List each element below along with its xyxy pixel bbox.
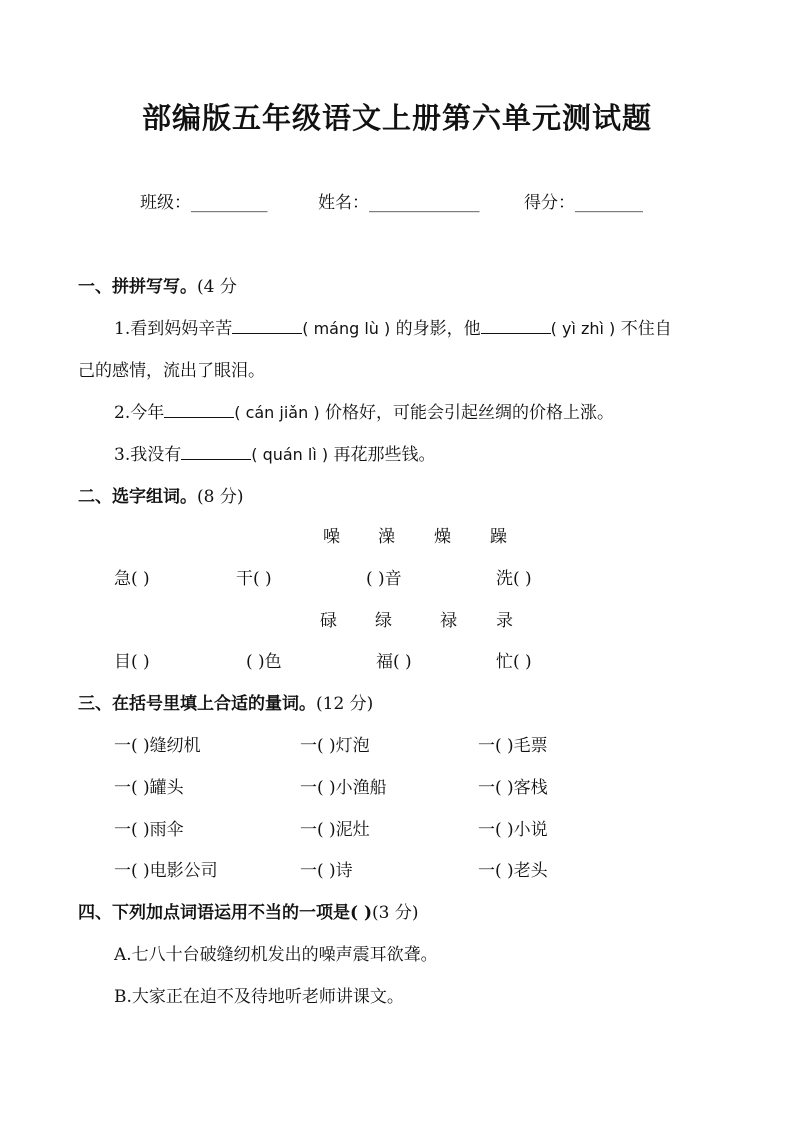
char-option: 燥 [434,527,451,547]
measure-word-blank[interactable]: 一( )客栈 [478,778,548,798]
word-blank[interactable]: 福( ) [376,652,412,672]
word-blank[interactable]: 忙( ) [496,652,532,672]
word-blank[interactable]: ( )音 [366,569,402,589]
section-4-heading [78,898,419,923]
q3-prefix: 3.我没有 [114,445,182,465]
answer-blank[interactable] [164,400,234,418]
answer-blank[interactable] [232,316,302,334]
class-field[interactable]: 班级：_________ [140,193,268,213]
measure-word-blank[interactable]: 一( )小渔船 [300,778,387,798]
pinyin-hint: ( quán lì ) [251,445,329,464]
word-blank[interactable]: 急( ) [114,569,150,589]
q1-prefix: 1.看到妈妈辛苦 [114,319,233,339]
score-field[interactable]: 得分：________ [524,193,643,213]
section-1-points: (4 分 [197,277,237,297]
word-blank[interactable]: ( )色 [246,652,282,672]
section-3-heading [78,689,373,714]
word-blank[interactable]: 目( ) [114,652,150,672]
pinyin-hint: ( cán jiǎn ) [234,403,320,422]
name-field[interactable]: 姓名：_____________ [318,193,480,213]
option-a[interactable]: A.七八十台破缝纫机发出的噪声震耳欲聋。 [114,945,438,965]
measure-word-blank[interactable]: 一( )老头 [478,861,548,881]
word-blank[interactable]: 干( ) [236,569,272,589]
page-title: 部编版五年级语文上册第六单元测试题 [141,101,652,135]
section-1-heading [78,272,237,297]
section-3-points: (12 分) [316,694,374,714]
section-2-heading [78,482,243,507]
pinyin-hint: ( máng lù ) [302,319,391,338]
measure-word-blank[interactable]: 一( )罐头 [114,778,184,798]
answer-blank[interactable] [481,316,551,334]
measure-word-blank[interactable]: 一( )诗 [300,861,353,881]
char-option: 澡 [378,527,395,547]
q1-middle: 的身影，他 [395,319,481,339]
question-1-line-1 [114,314,672,339]
option-b[interactable]: B.大家正在迫不及待地听老师讲课文。 [114,987,404,1007]
section-1-title: 一、拼拼写写。 [78,277,197,297]
q2-prefix: 2.今年 [114,403,165,423]
question-3 [114,440,436,465]
measure-word-blank[interactable]: 一( )灯泡 [300,736,370,756]
char-option: 噪 [323,527,340,547]
section-3-title: 三、在括号里填上合适的量词。 [78,694,316,714]
char-option: 碌 [320,611,337,631]
answer-blank[interactable] [181,442,251,460]
char-option: 录 [496,611,513,631]
measure-word-blank[interactable]: 一( )泥灶 [300,820,370,840]
q1-suffix: 不住自 [620,319,672,339]
question-2 [114,398,614,423]
section-4-title: 四、下列加点词语运用不当的一项是( ) [78,903,373,923]
measure-word-blank[interactable]: 一( )电影公司 [114,861,218,881]
q3-suffix: 再花那些钱。 [333,445,436,465]
measure-word-blank[interactable]: 一( )雨伞 [114,820,184,840]
section-2-points: (8 分) [197,487,244,507]
measure-word-blank[interactable]: 一( )毛票 [478,736,548,756]
char-option: 躁 [490,527,507,547]
word-blank[interactable]: 洗( ) [496,569,532,589]
measure-word-blank[interactable]: 一( )小说 [478,820,548,840]
char-option: 绿 [375,611,392,631]
section-2-title: 二、选字组词。 [78,487,197,507]
measure-word-blank[interactable]: 一( )缝纫机 [114,736,201,756]
question-1-line-2: 己的感情，流出了眼泪。 [78,361,265,381]
pinyin-hint: ( yì zhì ) [550,319,616,338]
char-option: 禄 [440,611,457,631]
q2-suffix: 价格好，可能会引起丝绸的价格上涨。 [324,403,614,423]
section-4-points: (3 分) [372,903,419,923]
